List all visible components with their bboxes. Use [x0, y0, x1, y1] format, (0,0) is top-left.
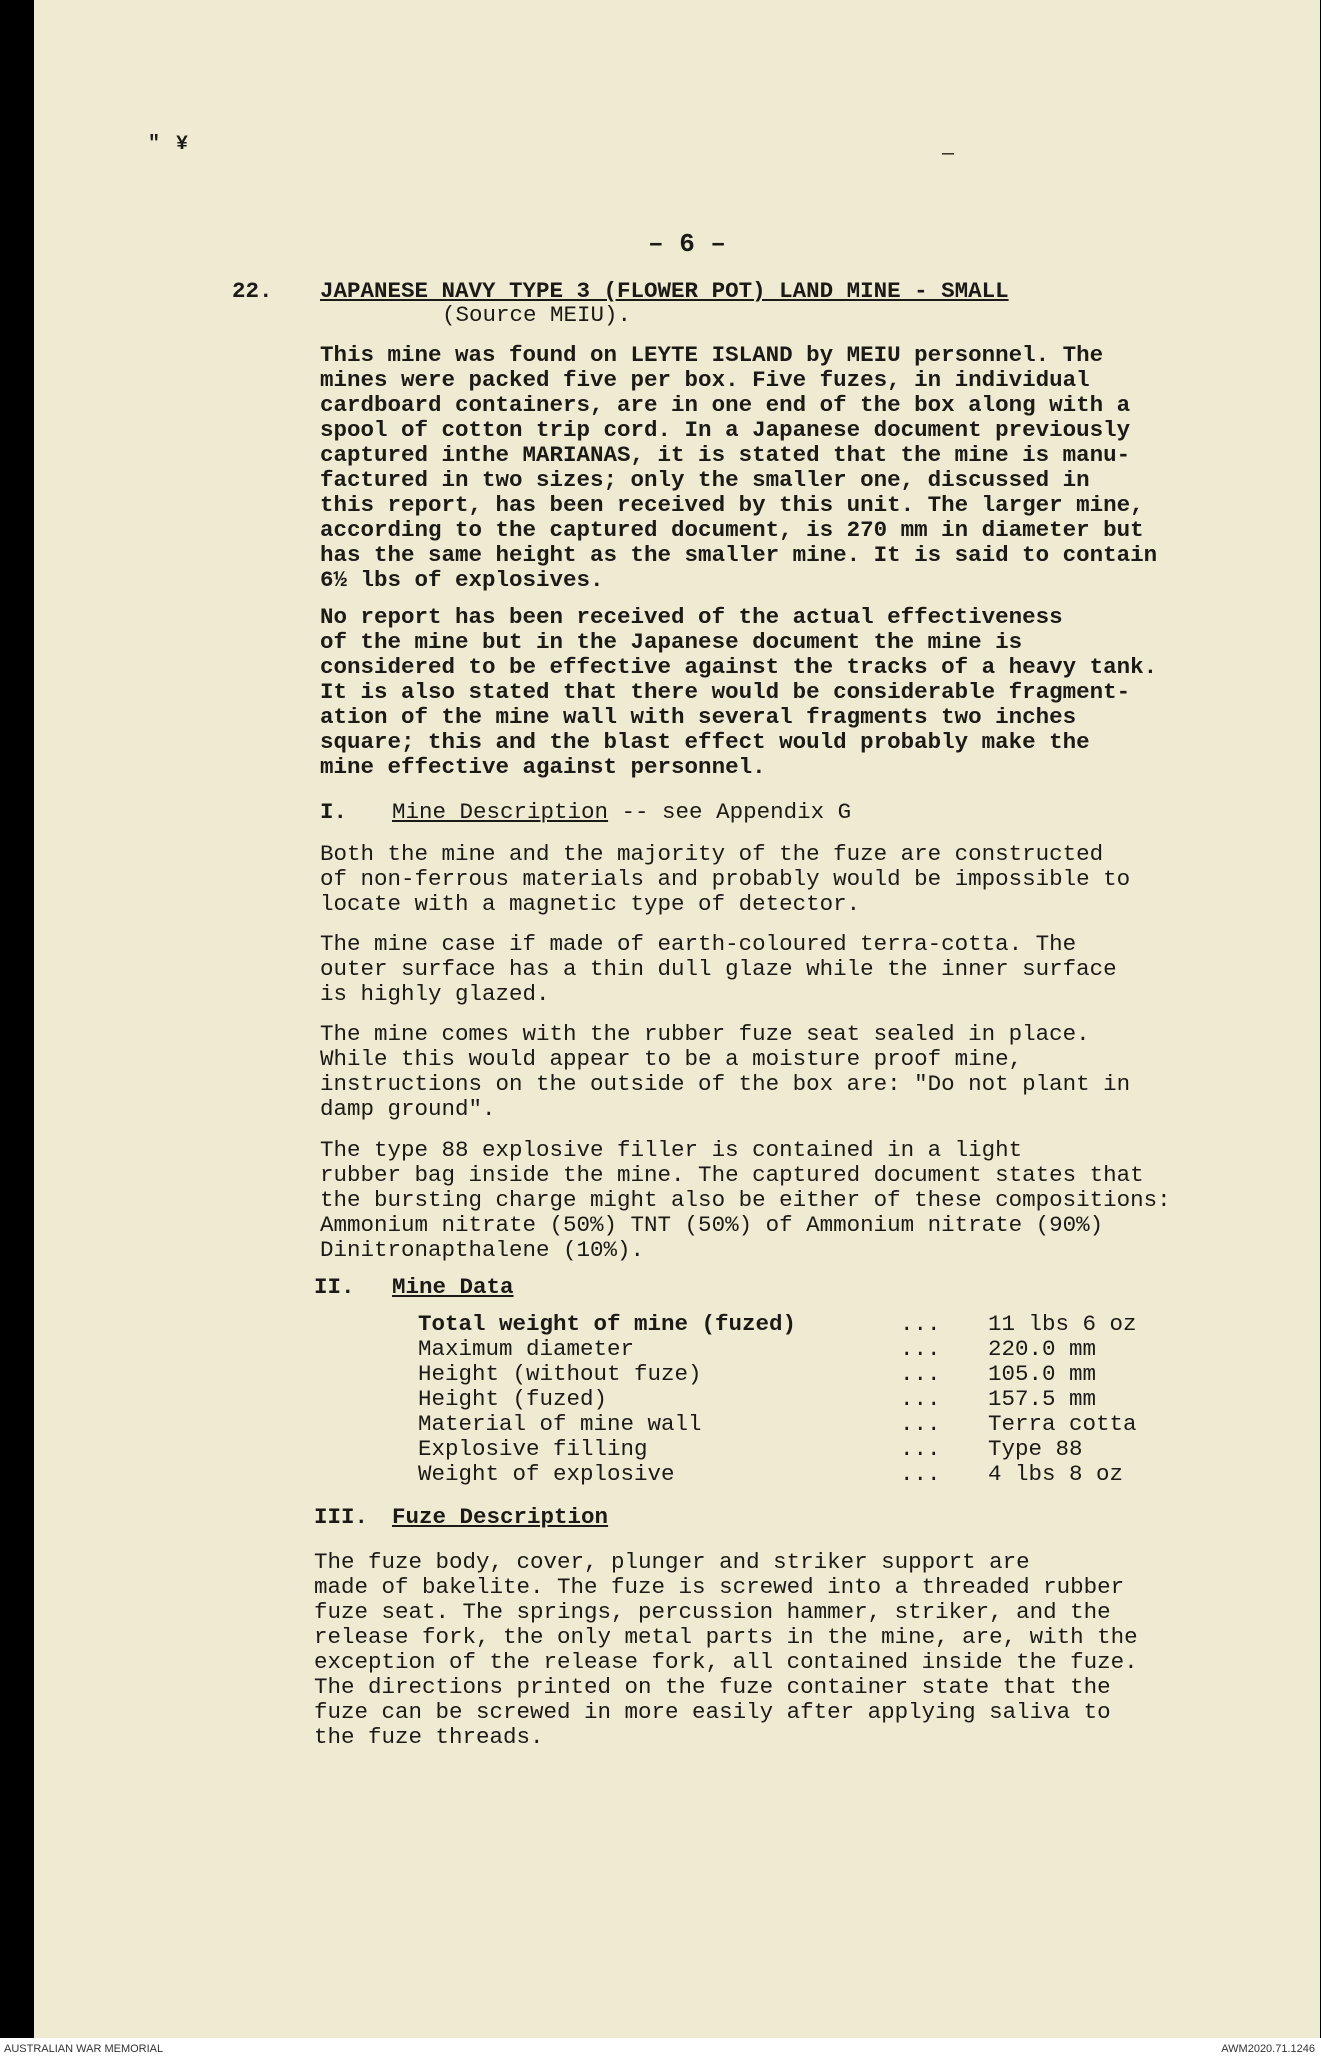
text-line: The mine case if made of earth-coloured terra-cotta. The — [320, 931, 1077, 957]
section-title: JAPANESE NAVY TYPE 3 (FLOWER POT) LAND MINE - SMALL — [320, 278, 1009, 304]
data-leader: ... — [900, 1336, 941, 1362]
text-line: instructions on the outside of the box are: "Do not plant in — [320, 1071, 1131, 1097]
text-line: The directions printed on the fuze container state that the — [314, 1674, 1111, 1700]
part1-paragraph-4 — [320, 1138, 1171, 1263]
footer-catalogue-id: AWM2020.71.1246 — [1221, 2043, 1315, 2055]
text-line: square; this and the blast effect would probably make the — [320, 729, 1090, 755]
part1-paragraph-1 — [320, 842, 1130, 917]
text-line: Ammonium nitrate (50%) TNT (50%) of Ammonium nitrate (90%) — [320, 1212, 1104, 1238]
data-value: 4 lbs 8 oz — [988, 1461, 1124, 1487]
data-label: Height (fuzed) — [418, 1386, 608, 1412]
footer-institution: AUSTRALIAN WAR MEMORIAL — [4, 2043, 164, 2055]
data-value: Terra cotta — [988, 1411, 1137, 1437]
data-leader: ... — [900, 1436, 941, 1462]
data-label: Total weight of mine (fuzed) — [418, 1311, 797, 1337]
part2-numeral: II. — [314, 1274, 355, 1300]
text-line: It is also stated that there would be considerable fragment- — [320, 679, 1131, 705]
text-line: of the mine but in the Japanese document the mine is — [320, 629, 1023, 655]
text-line: cardboard containers, are in one end of the box along with a — [320, 392, 1131, 418]
part1-heading: Mine Description — [392, 799, 609, 825]
text-line: outer surface has a thin dull glaze while the inner surface — [320, 956, 1117, 982]
text-line: rubber bag inside the mine. The captured document states that — [320, 1162, 1144, 1188]
text-line: release fork, the only metal parts in the mine, are, with the — [314, 1624, 1138, 1650]
text-line: The mine comes with the rubber fuze seat sealed in place. — [320, 1021, 1090, 1047]
text-line: ation of the mine wall with several fragments two inches — [320, 704, 1077, 730]
section-number: 22. — [232, 278, 273, 304]
data-leader: ... — [900, 1411, 941, 1437]
text-line: captured inthe MARIANAS, it is stated that the mine is manu- — [320, 442, 1131, 468]
data-value: 105.0 mm — [988, 1361, 1097, 1387]
corner-dash: — — [942, 143, 955, 166]
text-line: this report, has been received by this unit. The larger mine, — [320, 492, 1144, 518]
data-leader: ... — [900, 1311, 941, 1337]
part2-heading: Mine Data — [392, 1274, 514, 1300]
data-value: 157.5 mm — [988, 1386, 1097, 1412]
text-line: damp ground". — [320, 1096, 496, 1122]
text-line: fuze seat. The springs, percussion hammer, striker, and the — [314, 1599, 1111, 1625]
text-line: has the same height as the smaller mine. It is said to contain — [320, 542, 1158, 568]
text-line: considered to be effective against the tracks of a heavy tank. — [320, 654, 1158, 680]
part3-heading: Fuze Description — [392, 1504, 609, 1530]
data-label: Height (without fuze) — [418, 1361, 702, 1387]
section-source: (Source MEIU). — [442, 302, 632, 328]
data-row — [418, 1337, 1178, 1362]
text-line: factured in two sizes; only the smaller one, discussed in — [320, 467, 1090, 493]
text-line: Dinitronapthalene (10%). — [320, 1237, 645, 1263]
part1-numeral: I. — [320, 799, 348, 825]
text-line: according to the captured document, is 270 mm in diameter but — [320, 517, 1144, 543]
data-value: 220.0 mm — [988, 1336, 1097, 1362]
text-line: locate with a magnetic type of detector. — [320, 891, 861, 917]
page-number: – 6 – — [648, 229, 727, 259]
data-value: 11 lbs 6 oz — [988, 1311, 1137, 1337]
data-row — [418, 1387, 1178, 1412]
data-label: Weight of explosive — [418, 1461, 675, 1487]
data-leader: ... — [900, 1386, 941, 1412]
text-line: made of bakelite. The fuze is screwed into a threaded rubber — [314, 1574, 1125, 1600]
text-line: exception of the release fork, all contained inside the fuze. — [314, 1649, 1138, 1675]
data-row — [418, 1462, 1178, 1487]
text-line: spool of cotton trip cord. In a Japanese document previously — [320, 417, 1131, 443]
intro-paragraph-2 — [320, 605, 1157, 780]
data-row — [418, 1312, 1178, 1337]
text-line: This mine was found on LEYTE ISLAND by MEIU personnel. The — [320, 342, 1104, 368]
text-line: 6½ lbs of explosives. — [320, 567, 604, 593]
text-line: Both the mine and the majority of the fuze are constructed — [320, 841, 1104, 867]
data-row — [418, 1437, 1178, 1462]
text-line: While this would appear to be a moisture proof mine, — [320, 1046, 1023, 1072]
data-label: Material of mine wall — [418, 1411, 702, 1437]
text-line: mines were packed five per box. Five fuzes, in individual — [320, 367, 1090, 393]
part1-paragraph-2 — [320, 932, 1117, 1007]
data-row — [418, 1412, 1178, 1437]
text-line: the bursting charge might also be either of these compositions: — [320, 1187, 1171, 1213]
corner-marks: " ¥ — [148, 133, 191, 156]
data-leader: ... — [900, 1461, 941, 1487]
text-line: the fuze threads. — [314, 1724, 544, 1750]
data-row — [418, 1362, 1178, 1387]
text-line: of non-ferrous materials and probably would be impossible to — [320, 866, 1131, 892]
part1-suffix: -- see Appendix G — [608, 799, 852, 825]
archive-footer — [0, 2038, 1321, 2061]
data-label: Maximum diameter — [418, 1336, 635, 1362]
text-line: mine effective against personnel. — [320, 754, 766, 780]
data-leader: ... — [900, 1361, 941, 1387]
text-line: fuze can be screwed in more easily after applying saliva to — [314, 1699, 1111, 1725]
part3-numeral: III. — [314, 1504, 369, 1530]
part3-paragraph — [314, 1550, 1138, 1750]
text-line: No report has been received of the actual effectiveness — [320, 604, 1063, 630]
text-line: The fuze body, cover, plunger and striker support are — [314, 1549, 1030, 1575]
text-line: is highly glazed. — [320, 981, 550, 1007]
intro-paragraph-1 — [320, 343, 1157, 593]
text-line: The type 88 explosive filler is contained in a light — [320, 1137, 1023, 1163]
data-value: Type 88 — [988, 1436, 1083, 1462]
data-label: Explosive filling — [418, 1436, 648, 1462]
part1-heading-line — [392, 800, 851, 825]
part1-paragraph-3 — [320, 1022, 1130, 1122]
